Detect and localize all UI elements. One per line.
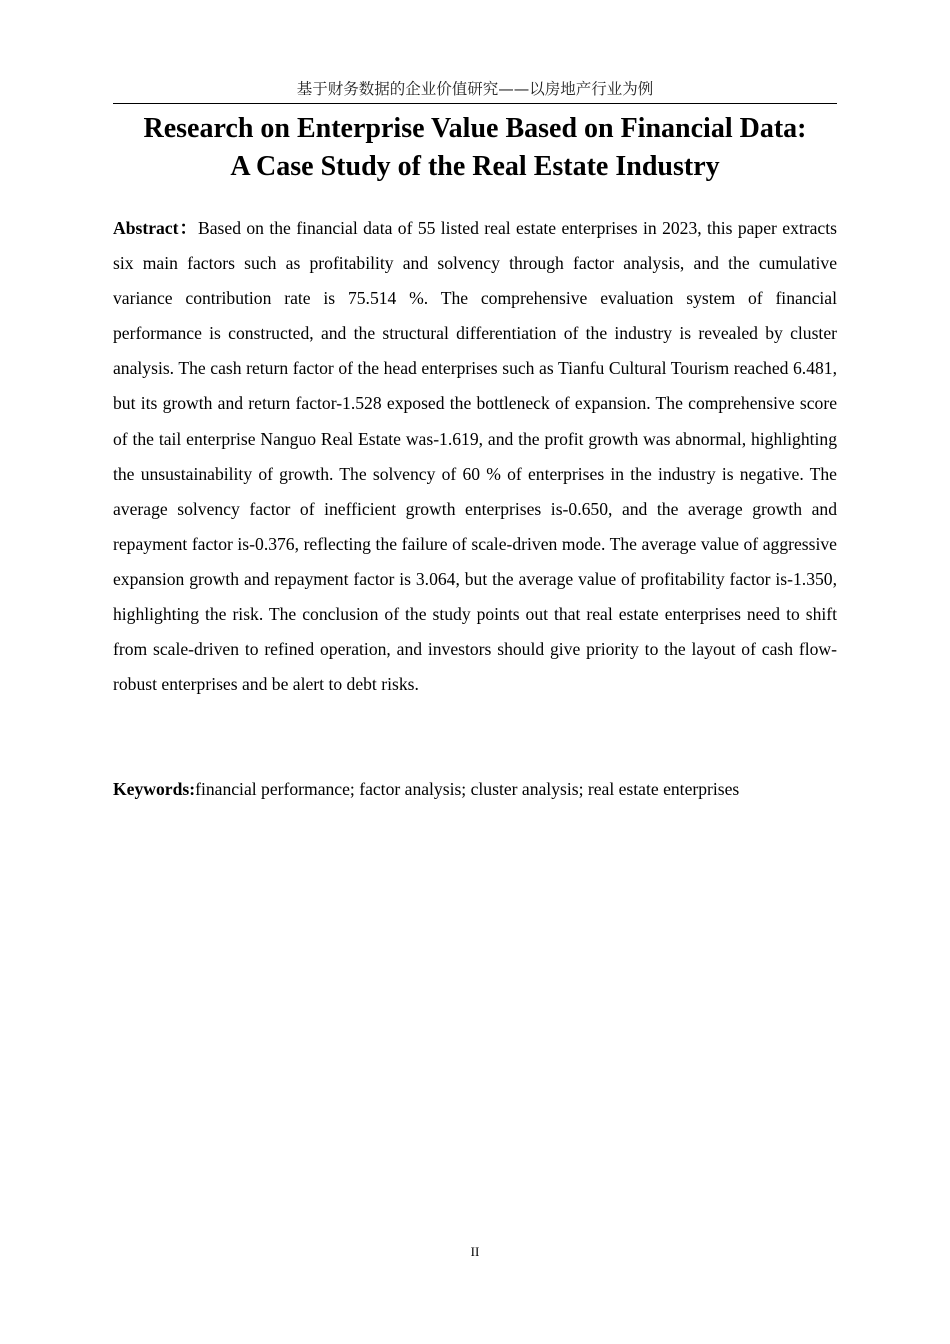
header-divider [113,103,837,104]
abstract-text: Based on the financial data of 55 listed real estate enterprises in 2023, this paper extracts six main factors such as profitability and solvency through factor analysis, and the cumulative variance contribution rate is 75.514 %. The comprehensive evaluation system of financial performance is constructed, and the structural differentiation of the industry is revealed by cluster analysis. The cash return factor of the head enterprises such as Tianfu Cultural Tourism reached 6.481, but its growth and return factor-1.528 exposed the bottleneck of expansion. The comprehensive score of the tail enterprise Nanguo Real Estate was-1.619, and the profit growth was abnormal, highlighting the unsustainability of growth. The solvency of 60 % of enterprises in the industry is negative. The average solvency factor of inefficient growth enterprises is-0.650, and the average growth and repayment factor is-0.376, reflecting the failure of scale-driven mode. The average value of aggressive expansion growth and repayment factor is 3.064, but the average value of profitability factor is-1.350, highlighting the risk. The conclusion of the study points out that real estate enterprises need to shift from scale-driven to refined operation, and investors should give priority to the layout of cash flow-robust enterprises and be alert to debt risks. [113,218,837,695]
keywords-text: financial performance; factor analysis; cluster analysis; real estate enterprises [195,779,740,799]
abstract-label: Abstract： [113,218,199,238]
paper-title-line-1: Research on Enterprise Value Based on Financial Data: [143,113,807,144]
paper-title-line-2: A Case Study of the Real Estate Industry [230,151,720,182]
abstract-paragraph [113,211,837,702]
keywords-label: Keywords: [113,779,196,799]
running-header: 基于财务数据的企业价值研究——以房地产行业为例 [296,80,654,98]
keywords-paragraph [113,772,837,807]
paper-title [113,110,837,186]
page-number: II [470,1244,480,1259]
